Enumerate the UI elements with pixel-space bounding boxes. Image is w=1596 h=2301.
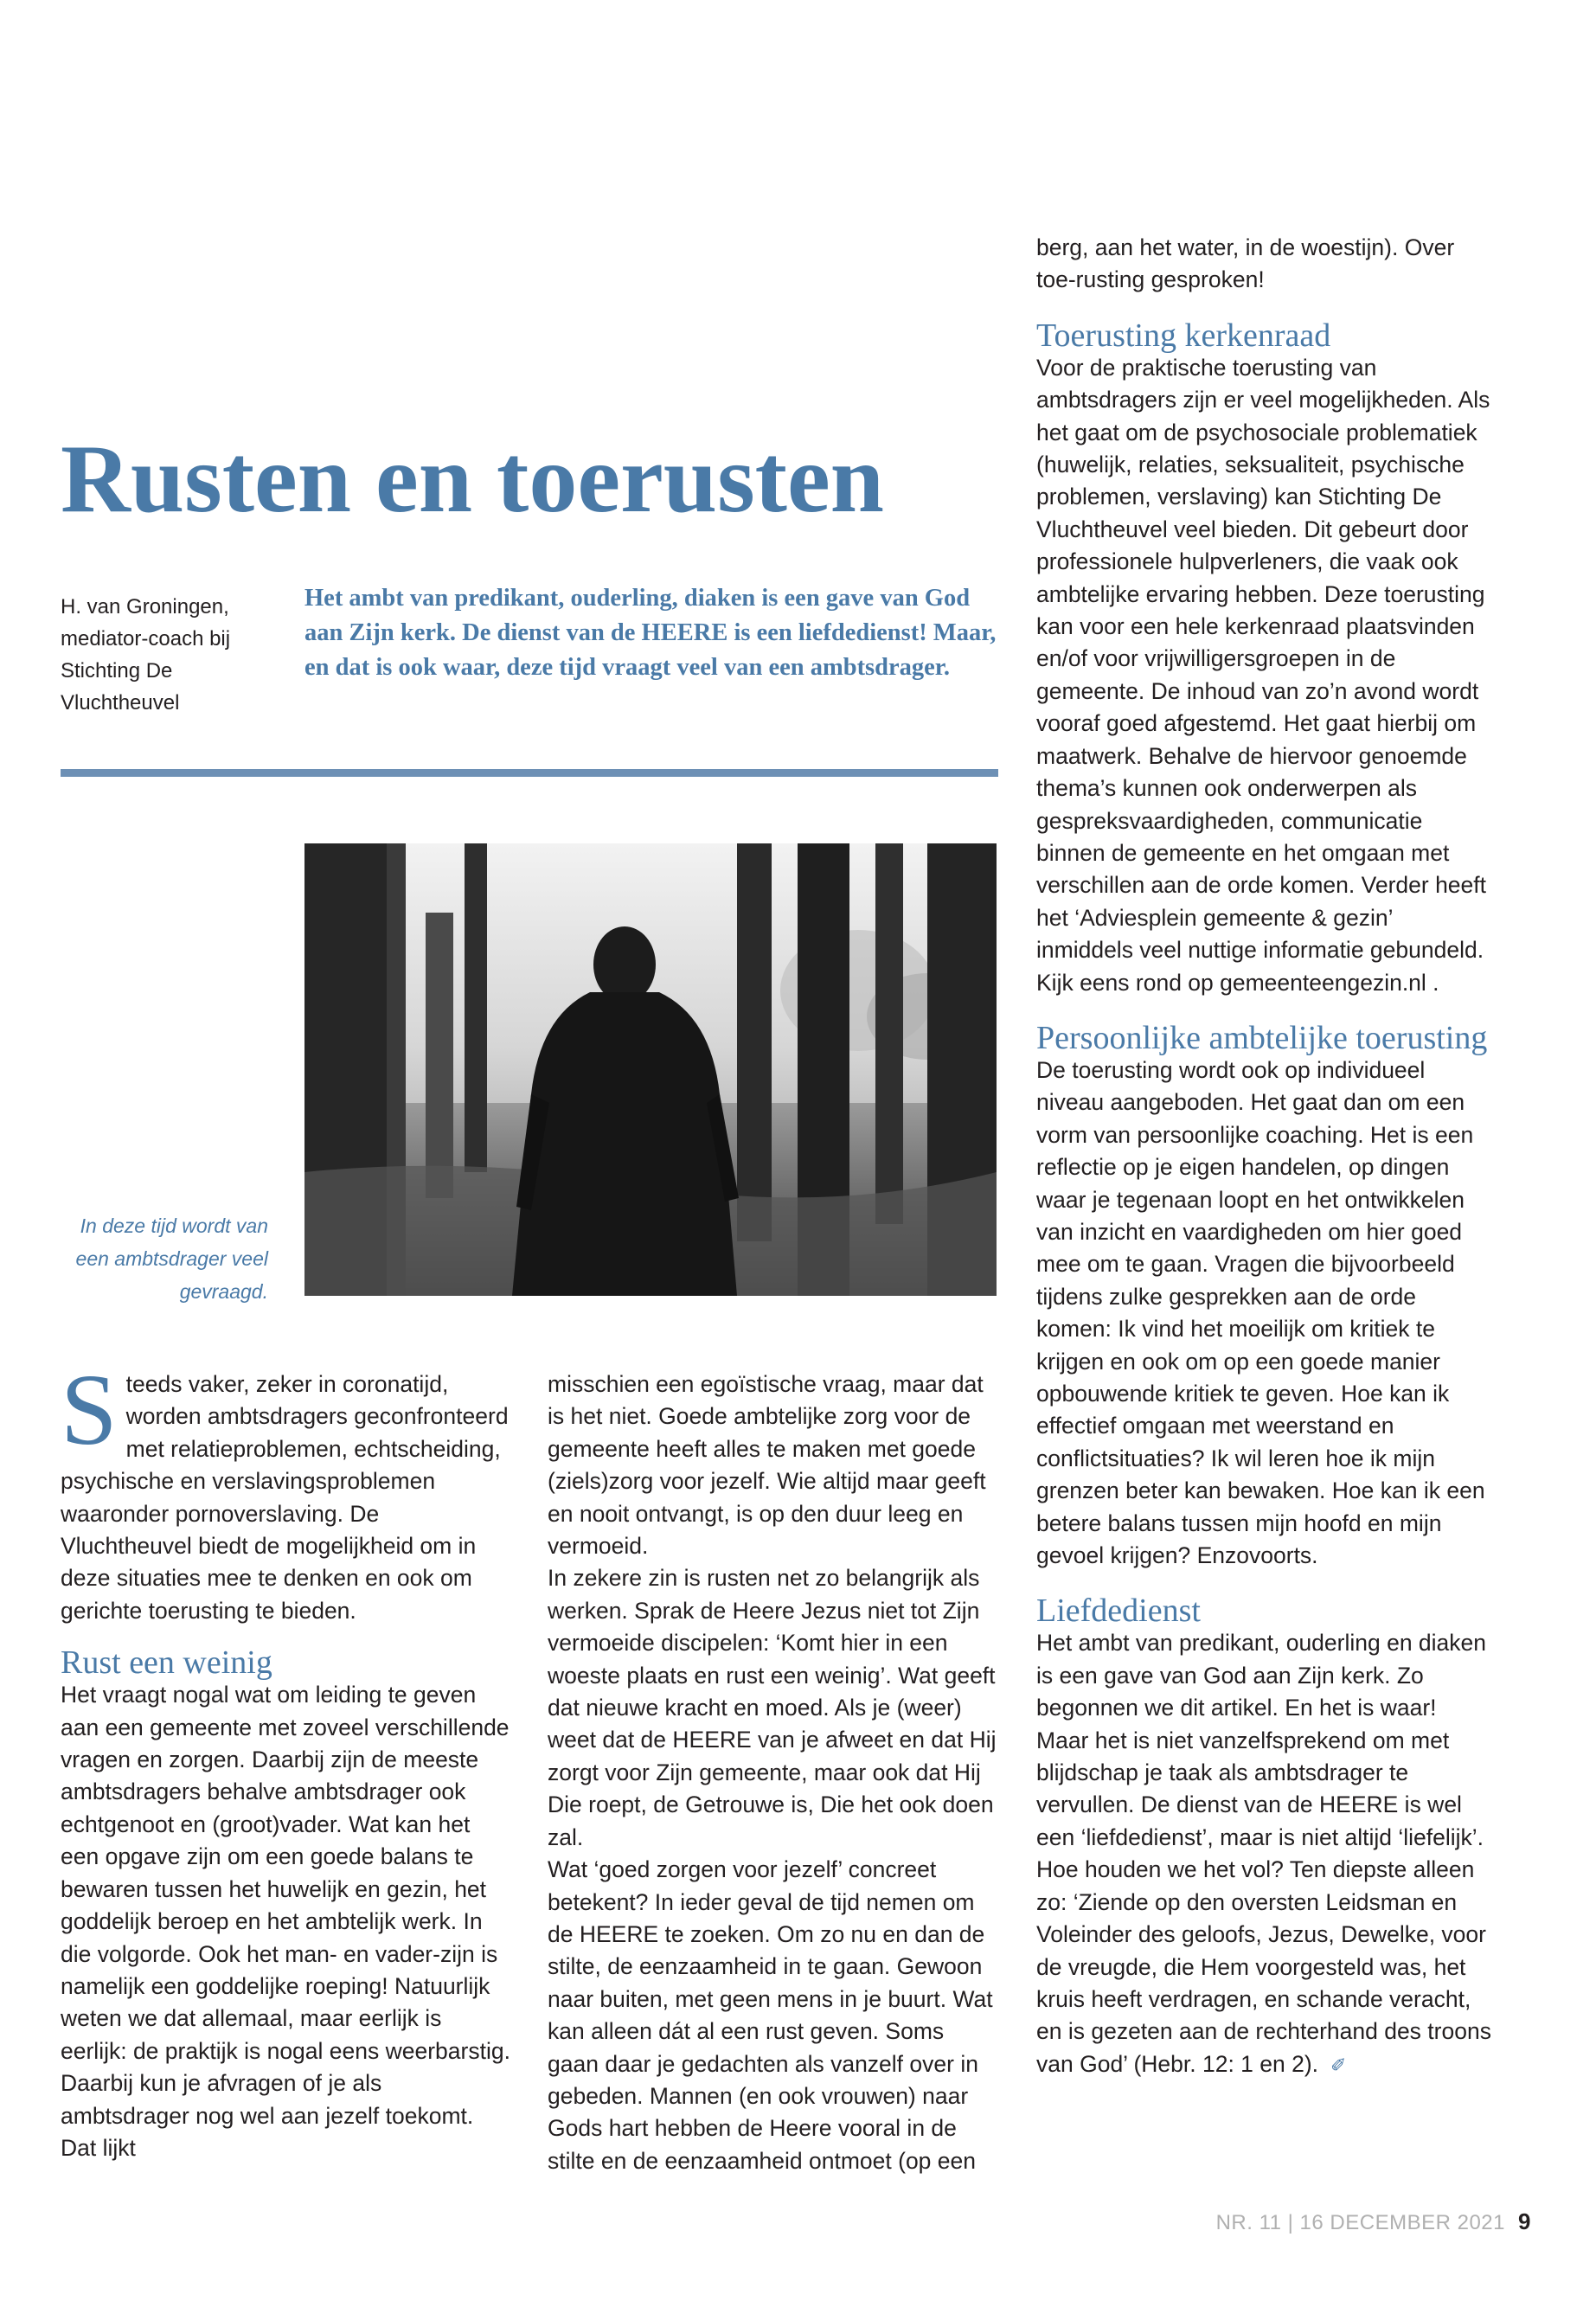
man-in-forest-illustration xyxy=(304,843,997,1296)
title-divider xyxy=(61,769,998,777)
paragraph: berg, aan het water, in de woestijn). Over toe-rusting gesproken! xyxy=(1036,234,1455,293)
subheading-liefdedienst: Liefdedienst xyxy=(1036,1593,1201,1630)
intro-text: teeds vaker, zeker in coronatijd, worden ambtsdragers geconfronteerd met relatieproblemen, echtscheiding, psychische en verslavingsproblemen waaronder pornoverslaving. De Vluchtheuvel biedt de mogelijkheid om in deze situaties mee te denken en ook om gerichte toerusting te bieden. xyxy=(61,1371,509,1624)
paragraph: In zekere zin is rusten net zo belangrijk als werken. Sprak de Heere Jezus niet tot Zijn vermoeide discipelen: ‘Komt hier in een woeste plaats en rust een weinig’. Wat geeft dat nieuwe kracht en moed. Als je (weer) weet dat de HEERE van je afweet en dat Hij zorgt voor Zijn gemeente, maar ook dat Hij Die roept, de Getrouwe is, Die het ook doen zal. xyxy=(548,1565,997,1850)
article-title: Rusten en toerusten xyxy=(61,426,884,533)
end-mark-icon: ✐ xyxy=(1330,2054,1347,2076)
page-number: 9 xyxy=(1518,2208,1531,2234)
subheading-toerusting-kerkenraad: Toerusting kerkenraad xyxy=(1036,317,1331,354)
paragraph: Voor de praktische toerusting van ambtsdragers zijn er veel mogelijkheden. Als het gaat om de psychosociale problematiek (huwelijk, relaties, seksualiteit, psychische problemen, verslaving) kan Stichting De Vluchtheuvel veel bieden. Dit gebeurt door professionele hulpverleners, die vaak ook ambtelijke ervaring hebben. Deze toerusting kan voor een hele kerkenraad plaatsvinden en/of voor vrijwilligersgroepen in de gemeente. De inhoud van zo’n avond wordt vooraf goed afgestemd. Het gaat hierbij om maatwerk. Behalve de hiervoor genoemde thema’s kunnen ook onderwerpen als gespreksvaardigheden, communicatie binnen de gemeente en het omgaan met verschillen aan de orde komen. Verder heeft het ‘Adviesplein gemeente & gezin’ inmiddels veel nuttige informatie gebundeld. Kijk eens rond op gemeenteengezin.nl . xyxy=(1036,354,1490,996)
body-column-1 xyxy=(61,1353,510,2164)
intro-paragraph xyxy=(61,1353,510,1627)
subheading-rust-een-weinig: Rust een weinig xyxy=(61,1644,272,1682)
drop-cap: S xyxy=(61,1353,118,1466)
closing-paragraph xyxy=(1036,1627,1495,2080)
subheading-persoonlijke-toerusting: Persoonlijke ambtelijke toerusting xyxy=(1036,1019,1488,1056)
author-byline: H. van Groningen, mediator-coach bij Stichting De Vluchtheuvel xyxy=(61,595,231,715)
issue-info: NR. 11 | 16 DECEMBER 2021 xyxy=(1215,2211,1505,2234)
body-column-3 xyxy=(1036,232,1495,2080)
paragraph: De toerusting wordt ook op individueel niveau aangeboden. Het gaat dan om een vorm van persoonlijke coaching. Het is een reflectie op je eigen handelen, op dingen waar je tegenaan loopt en het ontwikkelen van inzicht en vaardigheden om hier goed mee om te gaan. Vragen die bijvoorbeeld tijdens zulke gesprekken aan de orde komen: Ik vind het moeilijk om kritiek te krijgen en ook om op een goede manier opbouwende kritiek te geven. Hoe kan ik effectief omgaan met weerstand en conflictsituaties? Ik wil leren hoe ik mijn grenzen beter kan bewaken. Hoe kan ik een betere balans tussen mijn hoofd en mijn gevoel krijgen? Enzovoorts. xyxy=(1036,1056,1485,1569)
paragraph: Daarbij kun je afvragen of je als ambtsdrager nog wel aan jezelf toekomt. Dat lijkt xyxy=(61,2070,474,2161)
body-column-2 xyxy=(548,1368,997,2177)
photo-caption: In deze tijd wordt van een ambtsdrager veel gevraagd. xyxy=(75,1215,268,1303)
article-photo xyxy=(304,843,997,1296)
paragraph: Wat ‘goed zorgen voor jezelf’ concreet betekent? In ieder geval de tijd nemen om de HEERE te zoeken. Om zo nu en dan de stilte, de eenzaamheid in te gaan. Gewoon naar buiten, met geen mens in je buurt. Wat kan alleen dát al een rust geven. Soms gaan daar je gedachten als vanzelf over in gebeden. Mannen (en ook vrouwen) naar Gods hart hebben de Heere vooral in de stilte en de eenzaamheid ontmoet (op een xyxy=(548,1856,993,2174)
paragraph: Het vraagt nogal wat om leiding te geven aan een gemeente met zoveel verschillende vragen en zorgen. Daarbij zijn de meeste ambtsdragers behalve ambtsdrager ook echtgenoot en (groot)vader. Wat kan het een opgave zijn om een goede balans te bewaren tussen het huwelijk en gezin, het goddelijk beroep en het ambtelijk werk. In die volgorde. Ook het man- en vader-zijn is namelijk een goddelijke roeping! Natuurlijk weten we dat allemaal, maar eerlijk is eerlijk: de praktijk is nogal eens weerbarstig. xyxy=(61,1682,510,2064)
paragraph: misschien een egoïstische vraag, maar dat is het niet. Goede ambtelijke zorg voor de gemeente heeft alles te maken met goede (ziels)zorg voor jezelf. Wie altijd maar geeft en nooit ontvangt, is op den duur leeg en vermoeid. xyxy=(548,1371,986,1560)
lead-paragraph: Het ambt van predikant, ouderling, diaken is een gave van God aan Zijn kerk. De dienst van de HEERE is een liefdedienst! Maar, en dat is ook waar, deze tijd vraagt veel van een ambtsdrager. xyxy=(304,585,997,681)
closing-text: Het ambt van predikant, ouderling en diaken is een gave van God aan Zijn kerk. Zo begonnen we dit artikel. En het is waar! Maar het is niet vanzelfsprekend om met blijdschap je taak als ambtsdrager te vervullen. De dienst van de HEERE is wel een ‘liefdedienst’, maar is niet altijd ‘liefelijk’. Hoe houden we het vol? Ten diepste alleen zo: ‘Ziende op den oversten Leidsman en Voleinder des geloofs, Jezus, Dewelke, voor de vreugde, die Hem voorgesteld was, het kruis heeft verdragen, en schande veracht, en is gezeten aan de rechterhand des troons van God’ (Hebr. 12: 1 en 2). xyxy=(1036,1630,1491,2077)
